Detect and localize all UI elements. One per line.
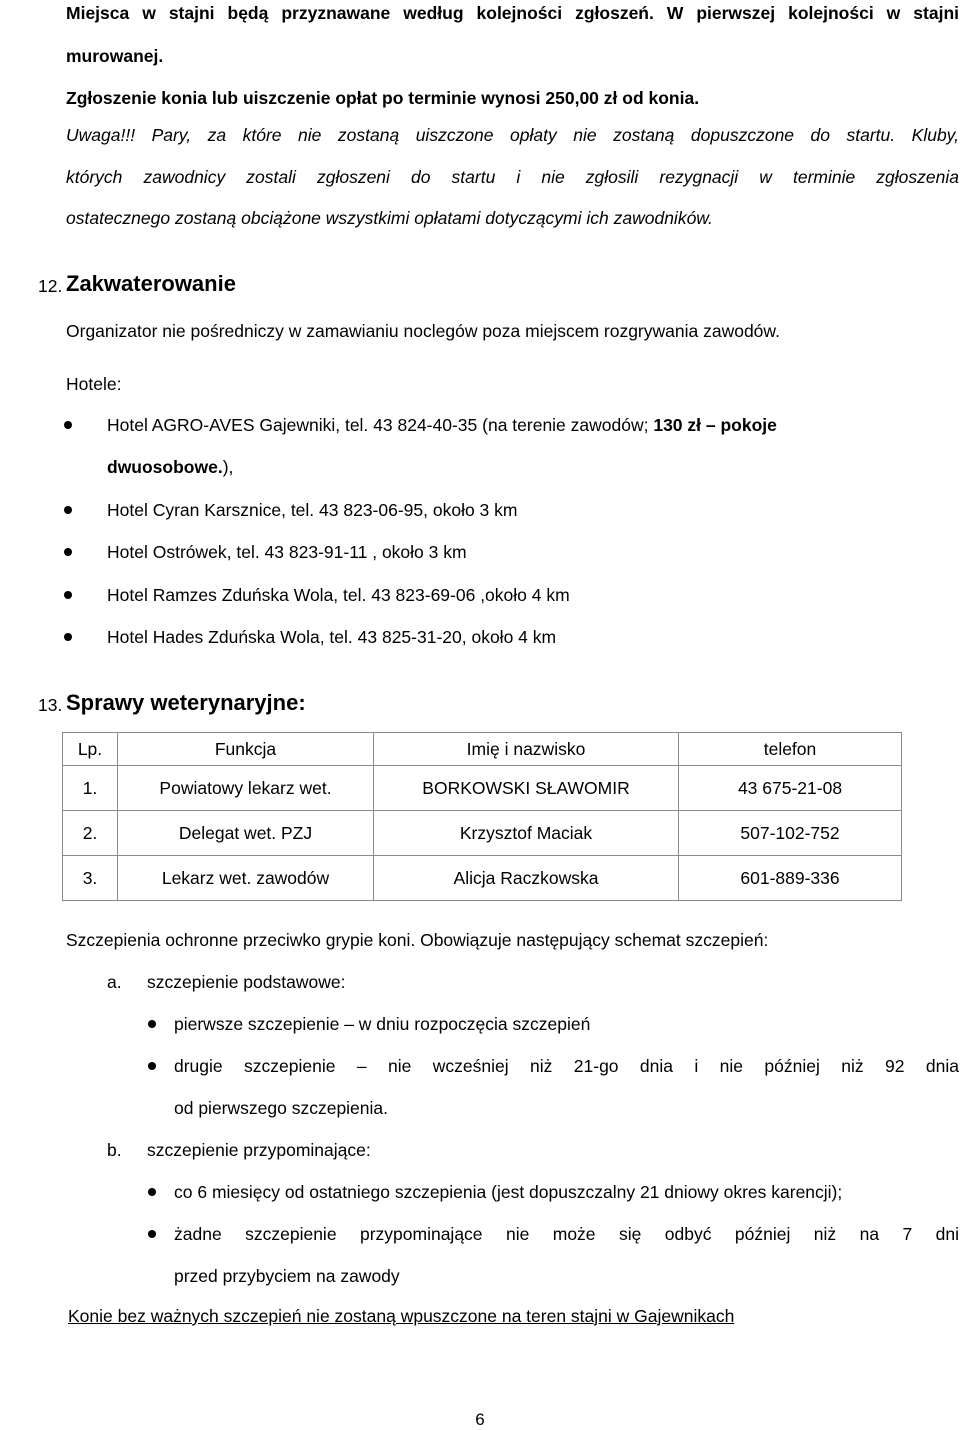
vaccination-intro: Szczepienia ochronne przeciwko grypie koni. Obowiązuje następujący schemat szczepień: xyxy=(66,930,769,950)
section-13-number: 13. xyxy=(38,695,63,715)
booster-vaccination-item-2: żadne szczepienie przypominające nie może się odbyć później niż na 7 dni xyxy=(174,1224,959,1244)
table-header-cell: telefon xyxy=(679,733,902,766)
table-cell: 3. xyxy=(63,856,118,901)
table-cell: Delegat wet. PZJ xyxy=(118,811,374,856)
bullet-icon xyxy=(148,1020,156,1028)
table-row xyxy=(63,856,902,901)
section-12-number: 12. xyxy=(38,276,63,296)
table-cell: 601-889-336 xyxy=(679,856,902,901)
table-cell: Alicja Raczkowska xyxy=(374,856,679,901)
table-cell: Powiatowy lekarz wet. xyxy=(118,766,374,811)
basic-vaccination-item-2: drugie szczepienie – nie wcześniej niż 21-go dnia i nie później niż 92 dnia xyxy=(174,1056,959,1076)
table-cell: 43 675-21-08 xyxy=(679,766,902,811)
warning-line1: Uwaga!!! Pary, za które nie zostaną uiszczone opłaty nie zostaną dopuszczone do startu. Kluby, xyxy=(66,125,959,145)
list-letter-a: a. xyxy=(107,972,122,992)
basic-vaccination-item-2-cont: od pierwszego szczepienia. xyxy=(174,1098,389,1118)
section-12-text: Organizator nie pośredniczy w zamawianiu noclegów poza miejscem rozgrywania zawodów. xyxy=(66,321,780,341)
vaccination-final-note: Konie bez ważnych szczepień nie zostaną wpuszczone na teren stajni w Gajewnikach xyxy=(68,1306,735,1326)
basic-vaccination-label: szczepienie podstawowe: xyxy=(147,972,346,992)
list-letter-b: b. xyxy=(107,1140,122,1160)
hotel-item-1-cont: dwuosobowe.), xyxy=(107,457,234,477)
stable-allocation-line1: Miejsca w stajni będą przyznawane według kolejności zgłoszeń. W pierwszej kolejności w stajni xyxy=(66,3,959,23)
section-13-title: Sprawy weterynaryjne: xyxy=(66,690,306,715)
late-entry-fee: Zgłoszenie konia lub uiszczenie opłat po terminie wynosi 250,00 zł od konia. xyxy=(66,88,700,108)
table-row xyxy=(63,766,902,811)
bullet-icon xyxy=(64,591,72,599)
hotel-item-3: Hotel Ostrówek, tel. 43 823-91-11 , około 3 km xyxy=(107,542,467,562)
table-cell: 1. xyxy=(63,766,118,811)
basic-vaccination-item-1: pierwsze szczepienie – w dniu rozpoczęcia szczepień xyxy=(174,1014,591,1034)
booster-vaccination-item-1: co 6 miesięcy od ostatniego szczepienia (jest dopuszczalny 21 dniowy okres karencji); xyxy=(174,1182,843,1202)
section-12-title: Zakwaterowanie xyxy=(66,271,236,296)
table-row xyxy=(63,811,902,856)
bullet-icon xyxy=(64,548,72,556)
bullet-icon xyxy=(148,1062,156,1070)
table-cell: 2. xyxy=(63,811,118,856)
hotel-item-5: Hotel Hades Zduńska Wola, tel. 43 825-31-20, około 4 km xyxy=(107,627,557,647)
table-cell: Lekarz wet. zawodów xyxy=(118,856,374,901)
hotel-item-2: Hotel Cyran Karsznice, tel. 43 823-06-95, około 3 km xyxy=(107,500,518,520)
table-cell: BORKOWSKI SŁAWOMIR xyxy=(374,766,679,811)
bullet-icon xyxy=(148,1230,156,1238)
page-number: 6 xyxy=(475,1410,485,1429)
table-cell: Krzysztof Maciak xyxy=(374,811,679,856)
warning-line3: ostatecznego zostaną obciążone wszystkimi opłatami dotyczącymi ich zawodników. xyxy=(66,208,713,228)
table-cell: 507-102-752 xyxy=(679,811,902,856)
vet-contacts-table xyxy=(62,732,902,901)
bullet-icon xyxy=(64,633,72,641)
table-header-row xyxy=(63,733,902,766)
table-header-cell: Imię i nazwisko xyxy=(374,733,679,766)
bullet-icon xyxy=(148,1188,156,1196)
booster-vaccination-item-2-cont: przed przybyciem na zawody xyxy=(174,1266,400,1286)
table-header-cell: Funkcja xyxy=(118,733,374,766)
hotel-item-1: Hotel AGRO-AVES Gajewniki, tel. 43 824-40-35 (na terenie zawodów; 130 zł – pokoje xyxy=(107,415,777,435)
hotels-label: Hotele: xyxy=(66,374,122,394)
table-header-cell: Lp. xyxy=(63,733,118,766)
stable-allocation-line2: murowanej. xyxy=(66,46,164,66)
bullet-icon xyxy=(64,506,72,514)
warning-line2: których zawodnicy zostali zgłoszeni do startu i nie zgłosili rezygnacji w terminie zgłoszenia xyxy=(66,167,959,187)
hotel-item-4: Hotel Ramzes Zduńska Wola, tel. 43 823-69-06 ,około 4 km xyxy=(107,585,570,605)
bullet-icon xyxy=(64,421,72,429)
booster-vaccination-label: szczepienie przypominające: xyxy=(147,1140,371,1160)
